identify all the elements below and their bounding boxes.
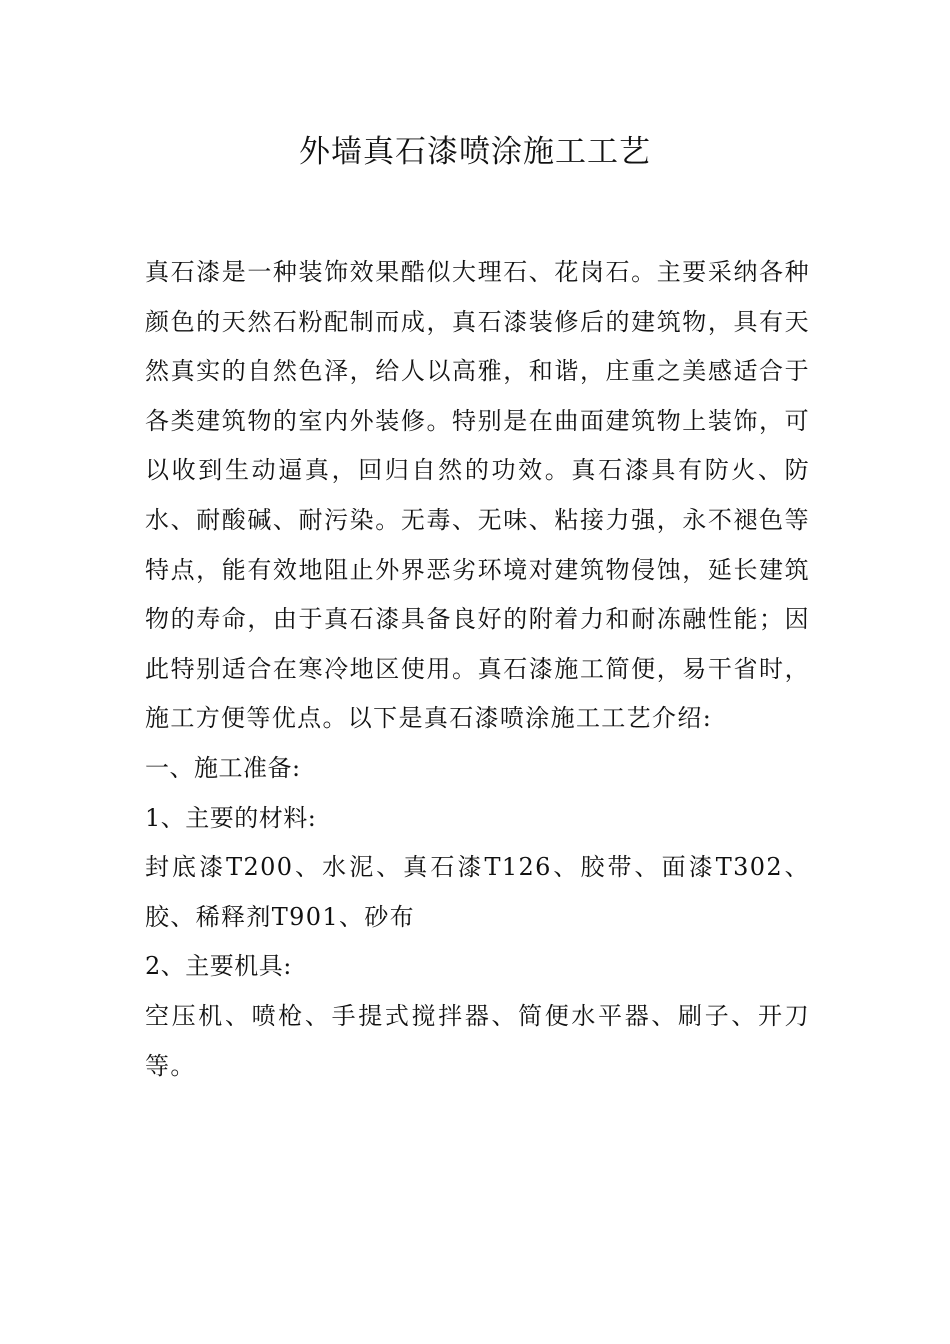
item-heading-tools: 2、主要机具: — [145, 952, 292, 981]
intro-paragraph: 真石漆是一种装饰效果酷似大理石、花岗石。主要采纳各种颜色的天然石粉配制而成，真石漆装修后的建筑物，具有天然真实的自然色泽，给人以高雅，和谐，庄重之美感适合于各类建筑物的室内外装修。特别是在曲面建筑物上装饰，可以收到生动逼真，回归自然的功效。真石漆具有防火、防水、耐酸碱、耐污染。无毒、无味、粘接力强，永不褪色等特点，能有效地阻止外界恶劣环境对建筑物侵蚀，延长建筑物的寿命，由于真石漆具备良好的附着力和耐冻融性能；因此特别适合在寒冷地区使用。真石漆施工简便，易干省时，施工方便等优点。以下是真石漆喷涂施工工艺介绍: — [145, 258, 810, 733]
document-body — [145, 248, 810, 1091]
document-title: 外墙真石漆喷涂施工工艺 — [299, 134, 651, 170]
section-heading-preparation: 一、施工准备: — [145, 753, 301, 782]
materials-list: 封底漆T200、水泥、真石漆T126、胶带、面漆T302、胶、稀释剂T901、砂布 — [145, 853, 810, 931]
item-heading-materials: 1、主要的材料: — [145, 803, 317, 832]
tools-list: 空压机、喷枪、手提式搅拌器、简便水平器、刷子、开刀等。 — [145, 1001, 810, 1080]
